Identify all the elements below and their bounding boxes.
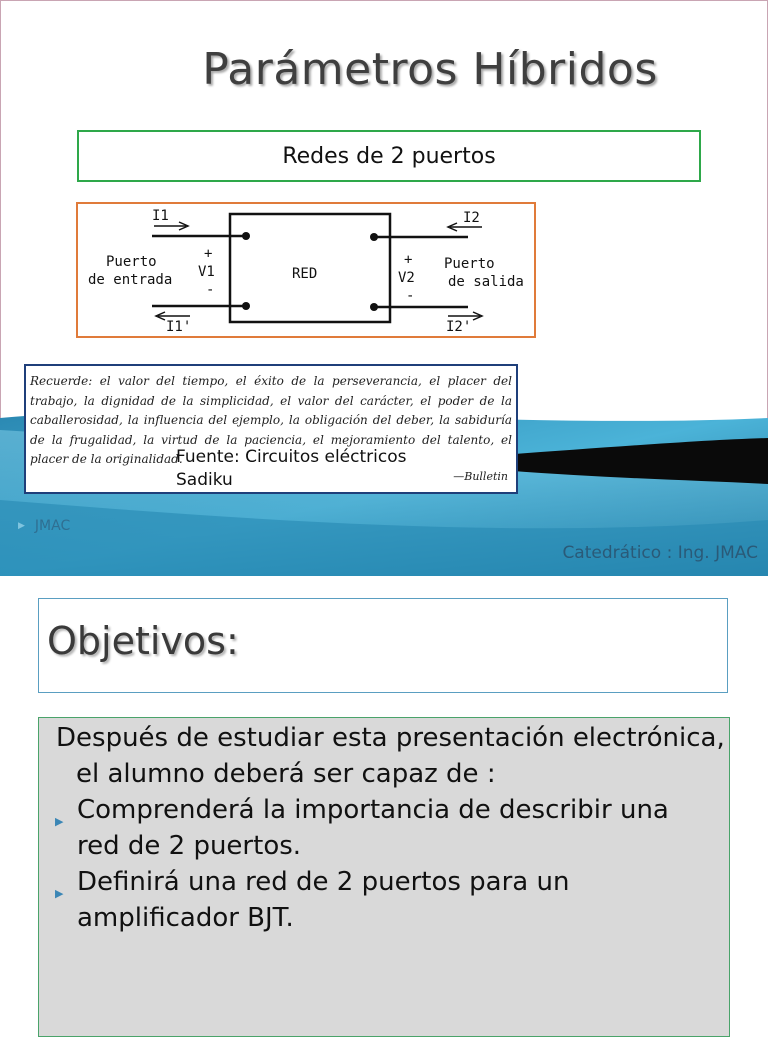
objective-item (55, 864, 719, 936)
v2-label: V2 (398, 270, 415, 286)
objectives-title: Objetivos: (47, 619, 239, 663)
footer-credit: Catedrático : Ing. JMAC (562, 543, 758, 563)
output-port-label-2: de salida (448, 274, 524, 290)
i1-label: I1 (152, 208, 169, 224)
quote-author: —Bulletin (453, 470, 508, 483)
bullet-triangle-icon: ▶ (55, 887, 64, 900)
two-port-circuit-diagram (76, 202, 536, 338)
i1-prime-label: I1' (166, 319, 192, 335)
source-line-2: Sadiku (176, 470, 233, 490)
v1-minus: - (206, 282, 215, 298)
bullet-jmac (18, 518, 70, 534)
v2-minus: - (406, 288, 415, 304)
terminal-dot (242, 232, 250, 240)
quote-box (24, 364, 518, 494)
objective-item-text: Comprenderá la importancia de describir una red de 2 puertos. (77, 795, 669, 861)
quote-text: Recuerde: el valor del tiempo, el éxito de la perseverancia, el placer del trabajo, la dignidad de la simplicidad, el valor del carácter, el poder de la caballerosidad, la influencia del ejemplo, la obligación del deber, la sabiduría de la frugalidad, la virtud de la paciencia, el mejoramiento del talento, el placer de la originalidad. (30, 374, 512, 466)
i2-label: I2 (463, 210, 480, 226)
v1-label: V1 (198, 264, 215, 280)
objectives-body (38, 717, 730, 1037)
objectives-intro: Después de estudiar esta presentación electrónica, el alumno deberá ser capaz de : (56, 723, 725, 789)
circuit-drawing (78, 204, 534, 336)
subtitle-text: Redes de 2 puertos (282, 143, 496, 169)
bullet-triangle-icon: ▶ (55, 815, 64, 828)
terminal-dot (242, 302, 250, 310)
i2-prime-label: I2' (446, 319, 472, 335)
quote-source (176, 446, 476, 492)
output-port-label-1: Puerto (444, 256, 495, 272)
slide-title: Parámetros Híbridos (202, 44, 658, 95)
v2-plus: + (404, 252, 413, 268)
objective-item (55, 792, 719, 864)
red-label: RED (292, 266, 318, 282)
terminal-dot (370, 303, 378, 311)
source-line-1: Fuente: Circuitos eléctricos (176, 447, 407, 467)
objectives-title-box (38, 598, 728, 693)
terminal-dot (370, 233, 378, 241)
input-port-label-1: Puerto (106, 254, 157, 270)
v1-plus: + (204, 246, 213, 262)
bullet-jmac-text: JMAC (34, 518, 71, 534)
subtitle-box (77, 130, 701, 182)
input-port-label-2: de entrada (88, 272, 173, 288)
bullet-triangle-icon: ▶ (18, 521, 25, 531)
objective-item-text: Definirá una red de 2 puertos para un amplificador BJT. (77, 867, 570, 933)
